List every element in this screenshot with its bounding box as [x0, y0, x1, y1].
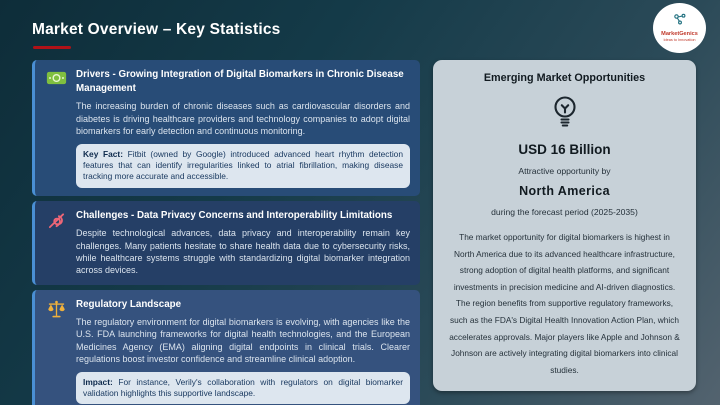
key-fact-label: Key Fact:	[83, 148, 123, 159]
key-statistics-column	[32, 60, 420, 405]
opportunity-description: The market opportunity for digital biomarkers is highest in North America due to its advanced healthcare infrastructure, strong adoption of digital health platforms, and significant investments in precision medicine and AI-driven diagnostics. The region benefits from supportive regulatory frameworks, such as the FDA's Digital Health Innovation Action Plan, which accelerates approvals. Major players like Apple and Johnson & Johnson are actively integrating digital biomarkers into clinical studies.	[449, 232, 680, 375]
card-drivers	[32, 60, 420, 196]
brand-logo	[653, 3, 706, 53]
scales-icon	[46, 300, 67, 324]
title-underline	[33, 46, 71, 49]
forecast-period: during the forecast period (2025-2035)	[491, 207, 638, 217]
opportunity-panel-title: Emerging Market Opportunities	[483, 72, 646, 84]
tangled-knot-icon	[46, 211, 67, 235]
logo-tagline-text: Ideas to Innovation	[663, 37, 696, 42]
card-challenges-title: Challenges - Data Privacy Concerns and Interoperability Limitations	[76, 209, 393, 221]
card-regulatory	[32, 290, 420, 405]
molecule-icon	[672, 13, 688, 31]
card-regulatory-title: Regulatory Landscape	[76, 298, 182, 310]
banknote-icon	[46, 70, 67, 91]
key-fact-box	[76, 144, 410, 188]
opportunity-panel	[433, 60, 696, 391]
page-title: Market Overview – Key Statistics	[32, 21, 281, 38]
key-fact-text: Fitbit (owned by Google) introduced advanced heart rhythm detection features that can identify irregularities linked to atrial fibrillation, making disease tracking more accurate and accessible.	[83, 148, 403, 182]
card-challenges	[32, 201, 420, 285]
card-regulatory-body: The regulatory environment for digital biomarkers is evolving, with agencies like the U.S. FDA launching frameworks for digital health technologies, and the European Medicines Agency (EMA) aligning digital endpoints in clinical trials. Clearer regulations boost investor confidence and streamline clinical adoption.	[76, 316, 410, 365]
opportunity-region: North America	[519, 184, 610, 198]
lightbulb-icon	[549, 94, 581, 132]
impact-label: Impact:	[83, 376, 113, 387]
card-challenges-body: Despite technological advances, data privacy and interoperability remain key challenges. Many patients hesitate to share health data due to cybersecurity risks, while healthcare systems struggle with standardizing digital biomarker integration across devices.	[76, 228, 410, 276]
logo-brand-text: MarketGenics	[661, 31, 698, 38]
market-value: USD 16 Billion	[518, 142, 611, 157]
card-drivers-title: Drivers - Growing Integration of Digital Biomarkers in Chronic Disease Management	[76, 69, 404, 95]
opportunity-subtitle: Attractive opportunity by	[518, 166, 611, 176]
card-drivers-body: The increasing burden of chronic diseases such as cardiovascular disorders and diabetes is driving healthcare providers and technology companies to adopt digital biomarkers for early detection and continuous monitoring.	[76, 101, 410, 137]
impact-text: For instance, Verily's collaboration with regulators on digital biomarker validation highlights this supportive landscape.	[83, 376, 403, 398]
impact-box	[76, 372, 410, 405]
